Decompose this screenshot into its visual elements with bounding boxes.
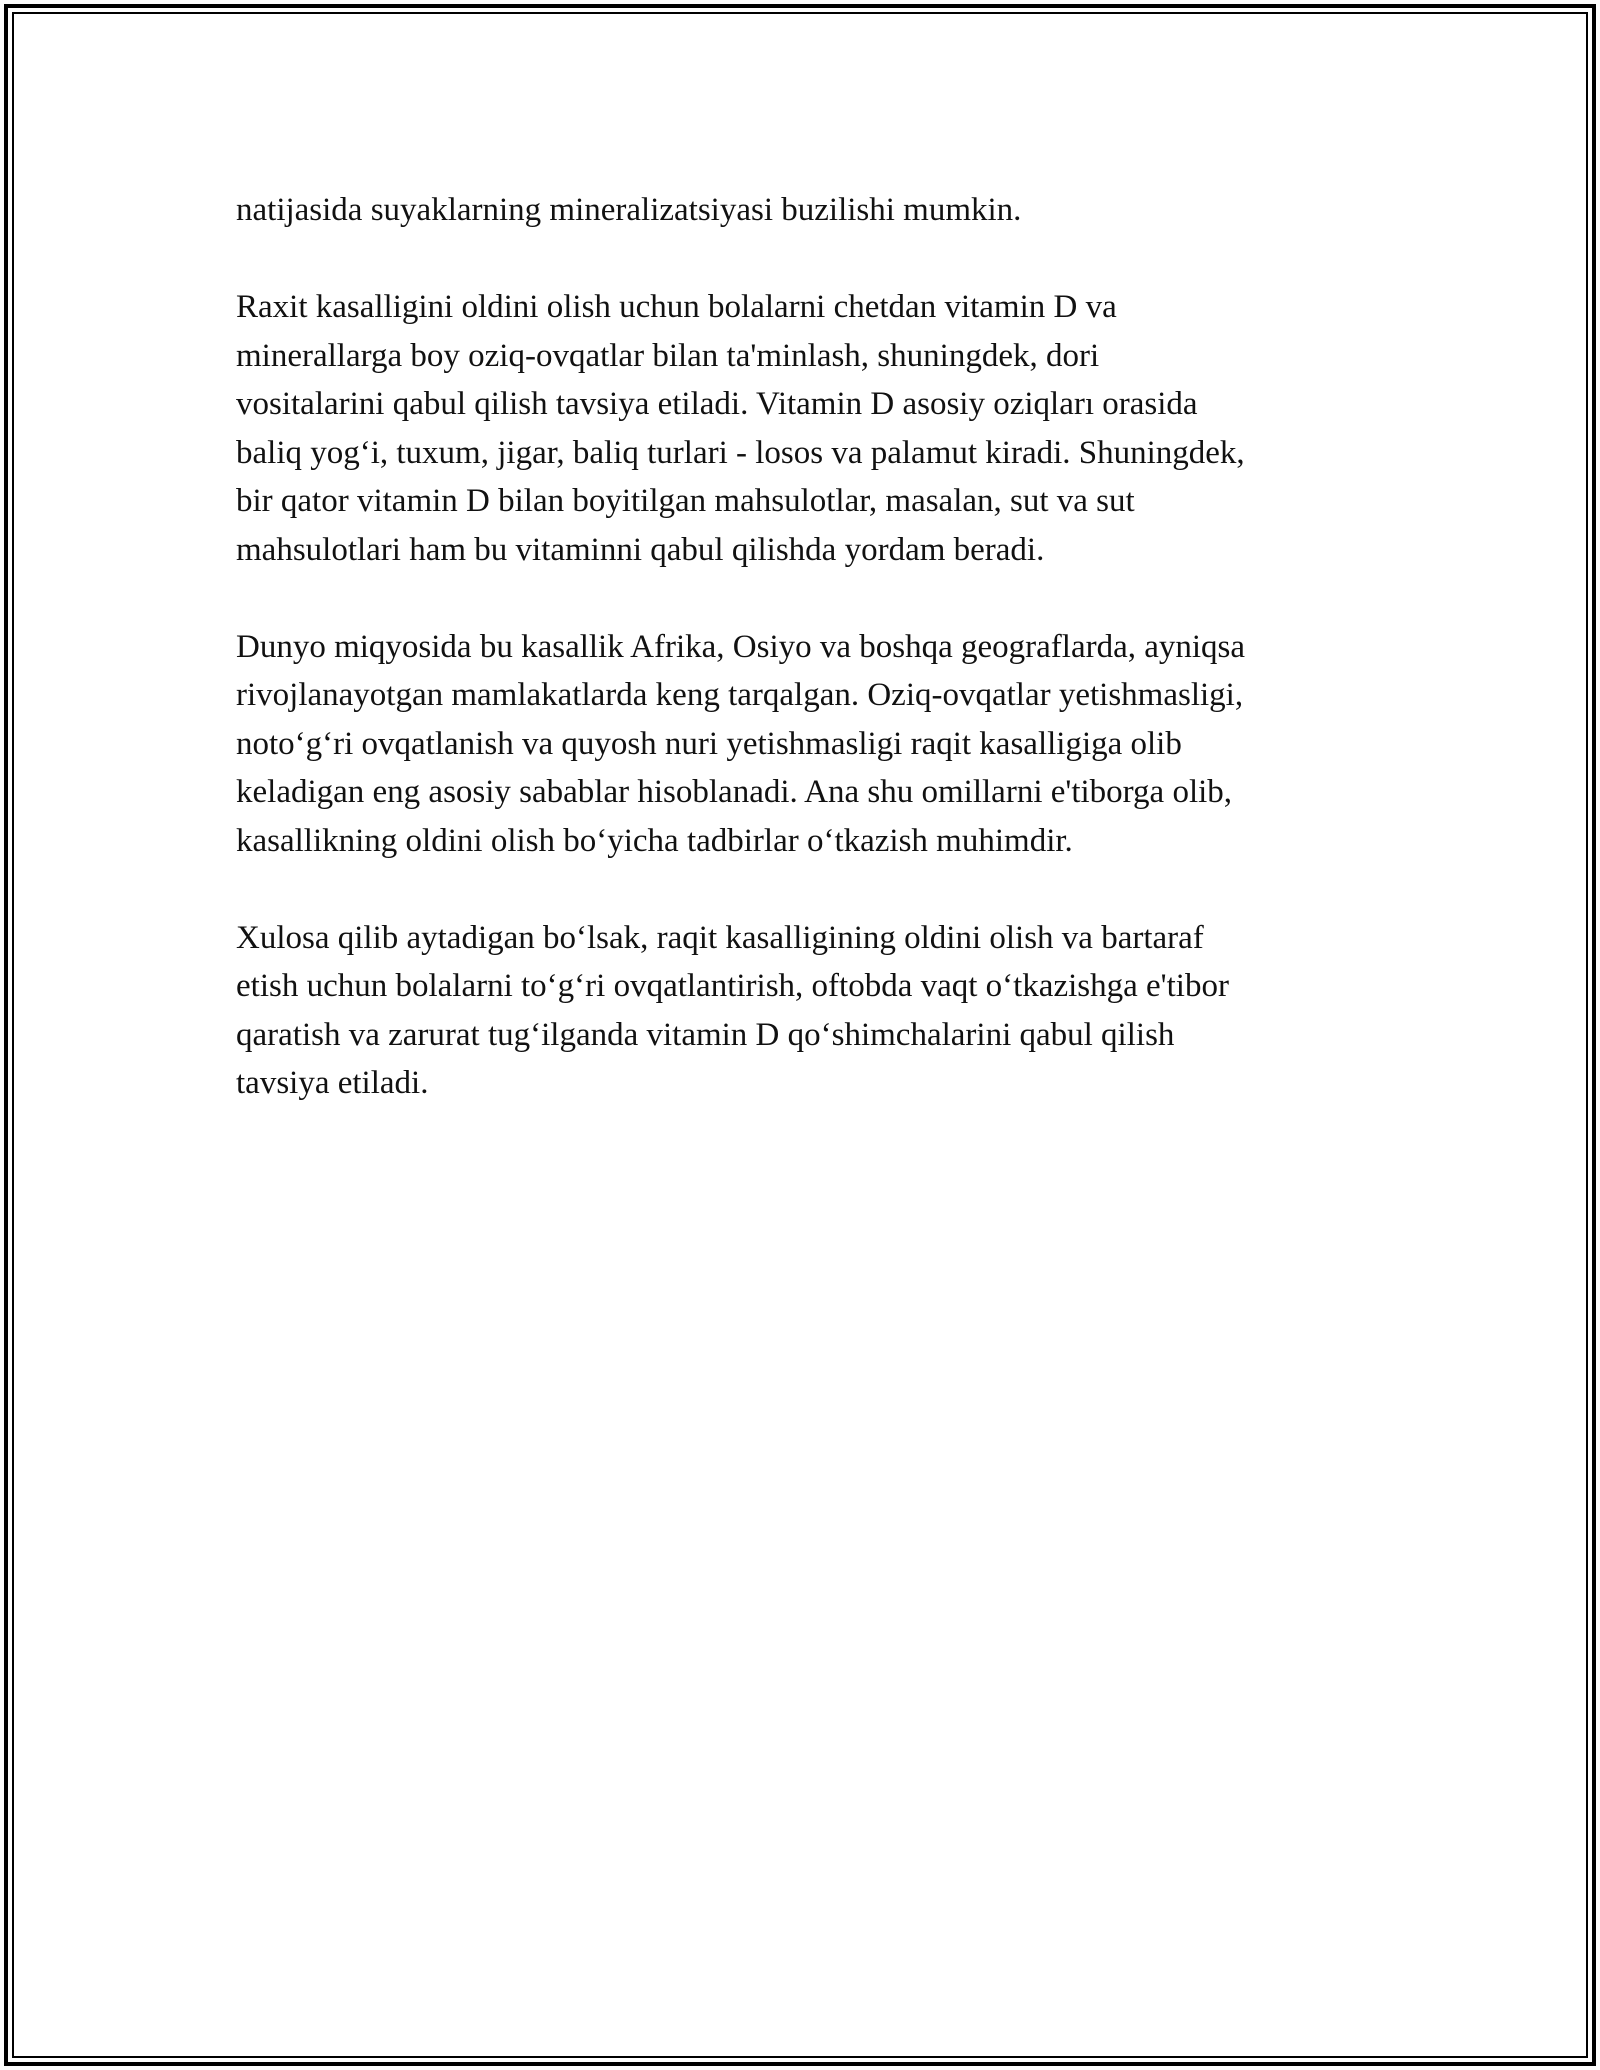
paragraph-3: Dunyo miqyosida bu kasallik Afrika, Osiyo va boshqa geograflarda, ayniqsa rivojlanayotgan mamlakatlarda keng tarqalgan. Oziq-ovqatlar yetishmasligi, noto‘g‘ri ovqatlanish va quyosh nuri yetishmasligi raqit kasalligiga olib keladigan eng asosiy sabablar hisoblanadi. Ana shu omillarni e'tiborga olib, kasallikning oldini olish bo‘yicha tadbirlar o‘tkazish muhimdir.: [236, 628, 1246, 859]
paragraph-4: Xulosa qilib aytadigan bo‘lsak, raqit kasalligining oldini olish va bartaraf etish uchun bolalarni to‘g‘ri ovqatlantirish, oftobda vaqt o‘tkazishga e'tibor qaratish va zarurat tug‘ilganda vitamin D qo‘shimchalarini qabul qilish tavsiya etiladi.: [236, 919, 1229, 1101]
document-body: [236, 186, 1386, 1156]
paragraph-1: natijasida suyaklarning mineralizatsiyasi buzilishi mumkin.: [236, 192, 1022, 228]
paragraph-2: Raxit kasalligini oldini olish uchun bolalarni chetdan vitamin D va minerallarga boy oziq-ovqatlar bilan ta'minlash, shuningdek, dori vositalarini qabul qilish tavsiya etiladi. Vitamin D asosiy oziqları orasida baliq yog‘i, tuxum, jigar, baliq turlari - losos va palamut kiradi. Shuningdek, bir qator vitamin D bilan boyitilgan mahsulotlar, masalan, sut va sut mahsulotlari ham bu vitaminni qabul qilishda yordam beradi.: [236, 289, 1245, 568]
